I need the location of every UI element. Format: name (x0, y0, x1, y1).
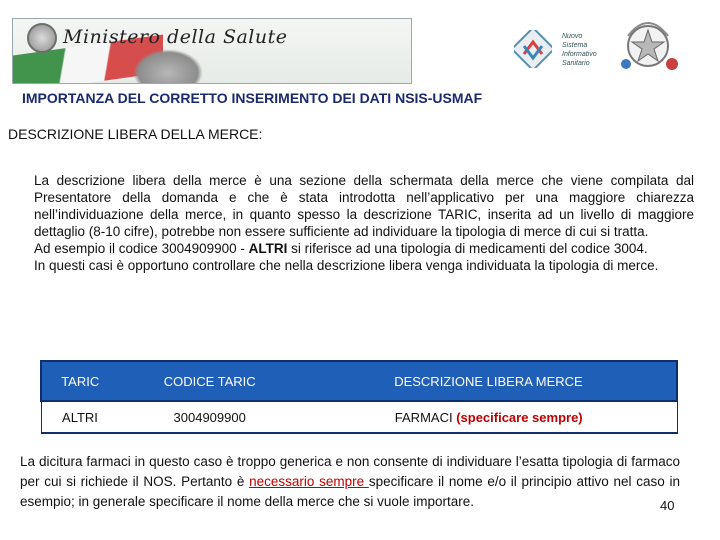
republic-emblem-icon (27, 23, 57, 53)
column-header-codice: CODICE TARIC (118, 361, 300, 401)
nsis-text-line: Sanitario (562, 60, 590, 67)
bold-term: ALTRI (248, 241, 288, 256)
table-header-row (41, 361, 677, 401)
usmaf-emblem-icon (612, 6, 684, 78)
nsis-logo-text (562, 32, 597, 68)
text-run: La dicitura farmaci in questo caso è troppo generica e non consente di individuare l’esatta tipologia di farmaco per cui si richiede il NOS. Pertanto è (20, 454, 680, 489)
cell-descrizione (301, 401, 677, 433)
nsis-logo-icon (514, 30, 552, 68)
taric-table (40, 360, 678, 434)
highlighted-text: necessario sempre (249, 474, 369, 489)
section-heading: DESCRIZIONE LIBERA DELLA MERCE: (8, 126, 263, 142)
slide-title: IMPORTANZA DEL CORRETTO INSERIMENTO DEI DATI NSIS-USMAF (22, 90, 483, 106)
column-header-descrizione: DESCRIZIONE LIBERA MERCE (301, 361, 677, 401)
page-number: 40 (660, 498, 675, 513)
description-paragraph (34, 172, 694, 274)
text-run: Ad esempio il codice 3004909900 - (34, 241, 249, 256)
statue-graphic (133, 49, 203, 83)
ministry-banner (12, 18, 412, 84)
cell-codice: 3004909900 (118, 401, 300, 433)
cell-note: (specificare sempre) (456, 409, 583, 425)
table-row (41, 401, 677, 433)
text-run: specificare il nome e/o il principio attivo nel caso in esempio; in generale specificare il nome della merce che si vuole importare. (20, 474, 680, 509)
conclusion-paragraph (20, 452, 680, 512)
nsis-text-line: Informativo (562, 51, 597, 58)
text-run: si riferisce ad una tipologia di medicamenti del codice 3004. (287, 241, 648, 256)
nsis-text-line: Sistema (562, 42, 588, 49)
cell-text: FARMACI (394, 409, 457, 425)
paragraph-text: In questi casi è opportuno controllare che nella descrizione libera venga individuata la tipologia di merce. (34, 258, 659, 273)
nsis-text-line: Nuovo (562, 33, 583, 40)
cell-taric: ALTRI (41, 401, 118, 433)
paragraph-text (34, 240, 694, 257)
ministry-name: Ministero della Salute (63, 26, 288, 48)
column-header-taric: TARIC (41, 361, 118, 401)
paragraph-text: La descrizione libera della merce è una sezione della schermata della merce che viene compilata dal Presentatore della domanda e che è stata introdotta nell’applicativo per una maggiore chiarezza nell’individuazione della merce, in quanto spesso la descrizione TARIC, inserita ad un livello di maggiore dettaglio (8-10 cifre), potrebbe non essere sufficiente ad individuare la tipologia di merce di cui si tratta. (34, 173, 694, 239)
